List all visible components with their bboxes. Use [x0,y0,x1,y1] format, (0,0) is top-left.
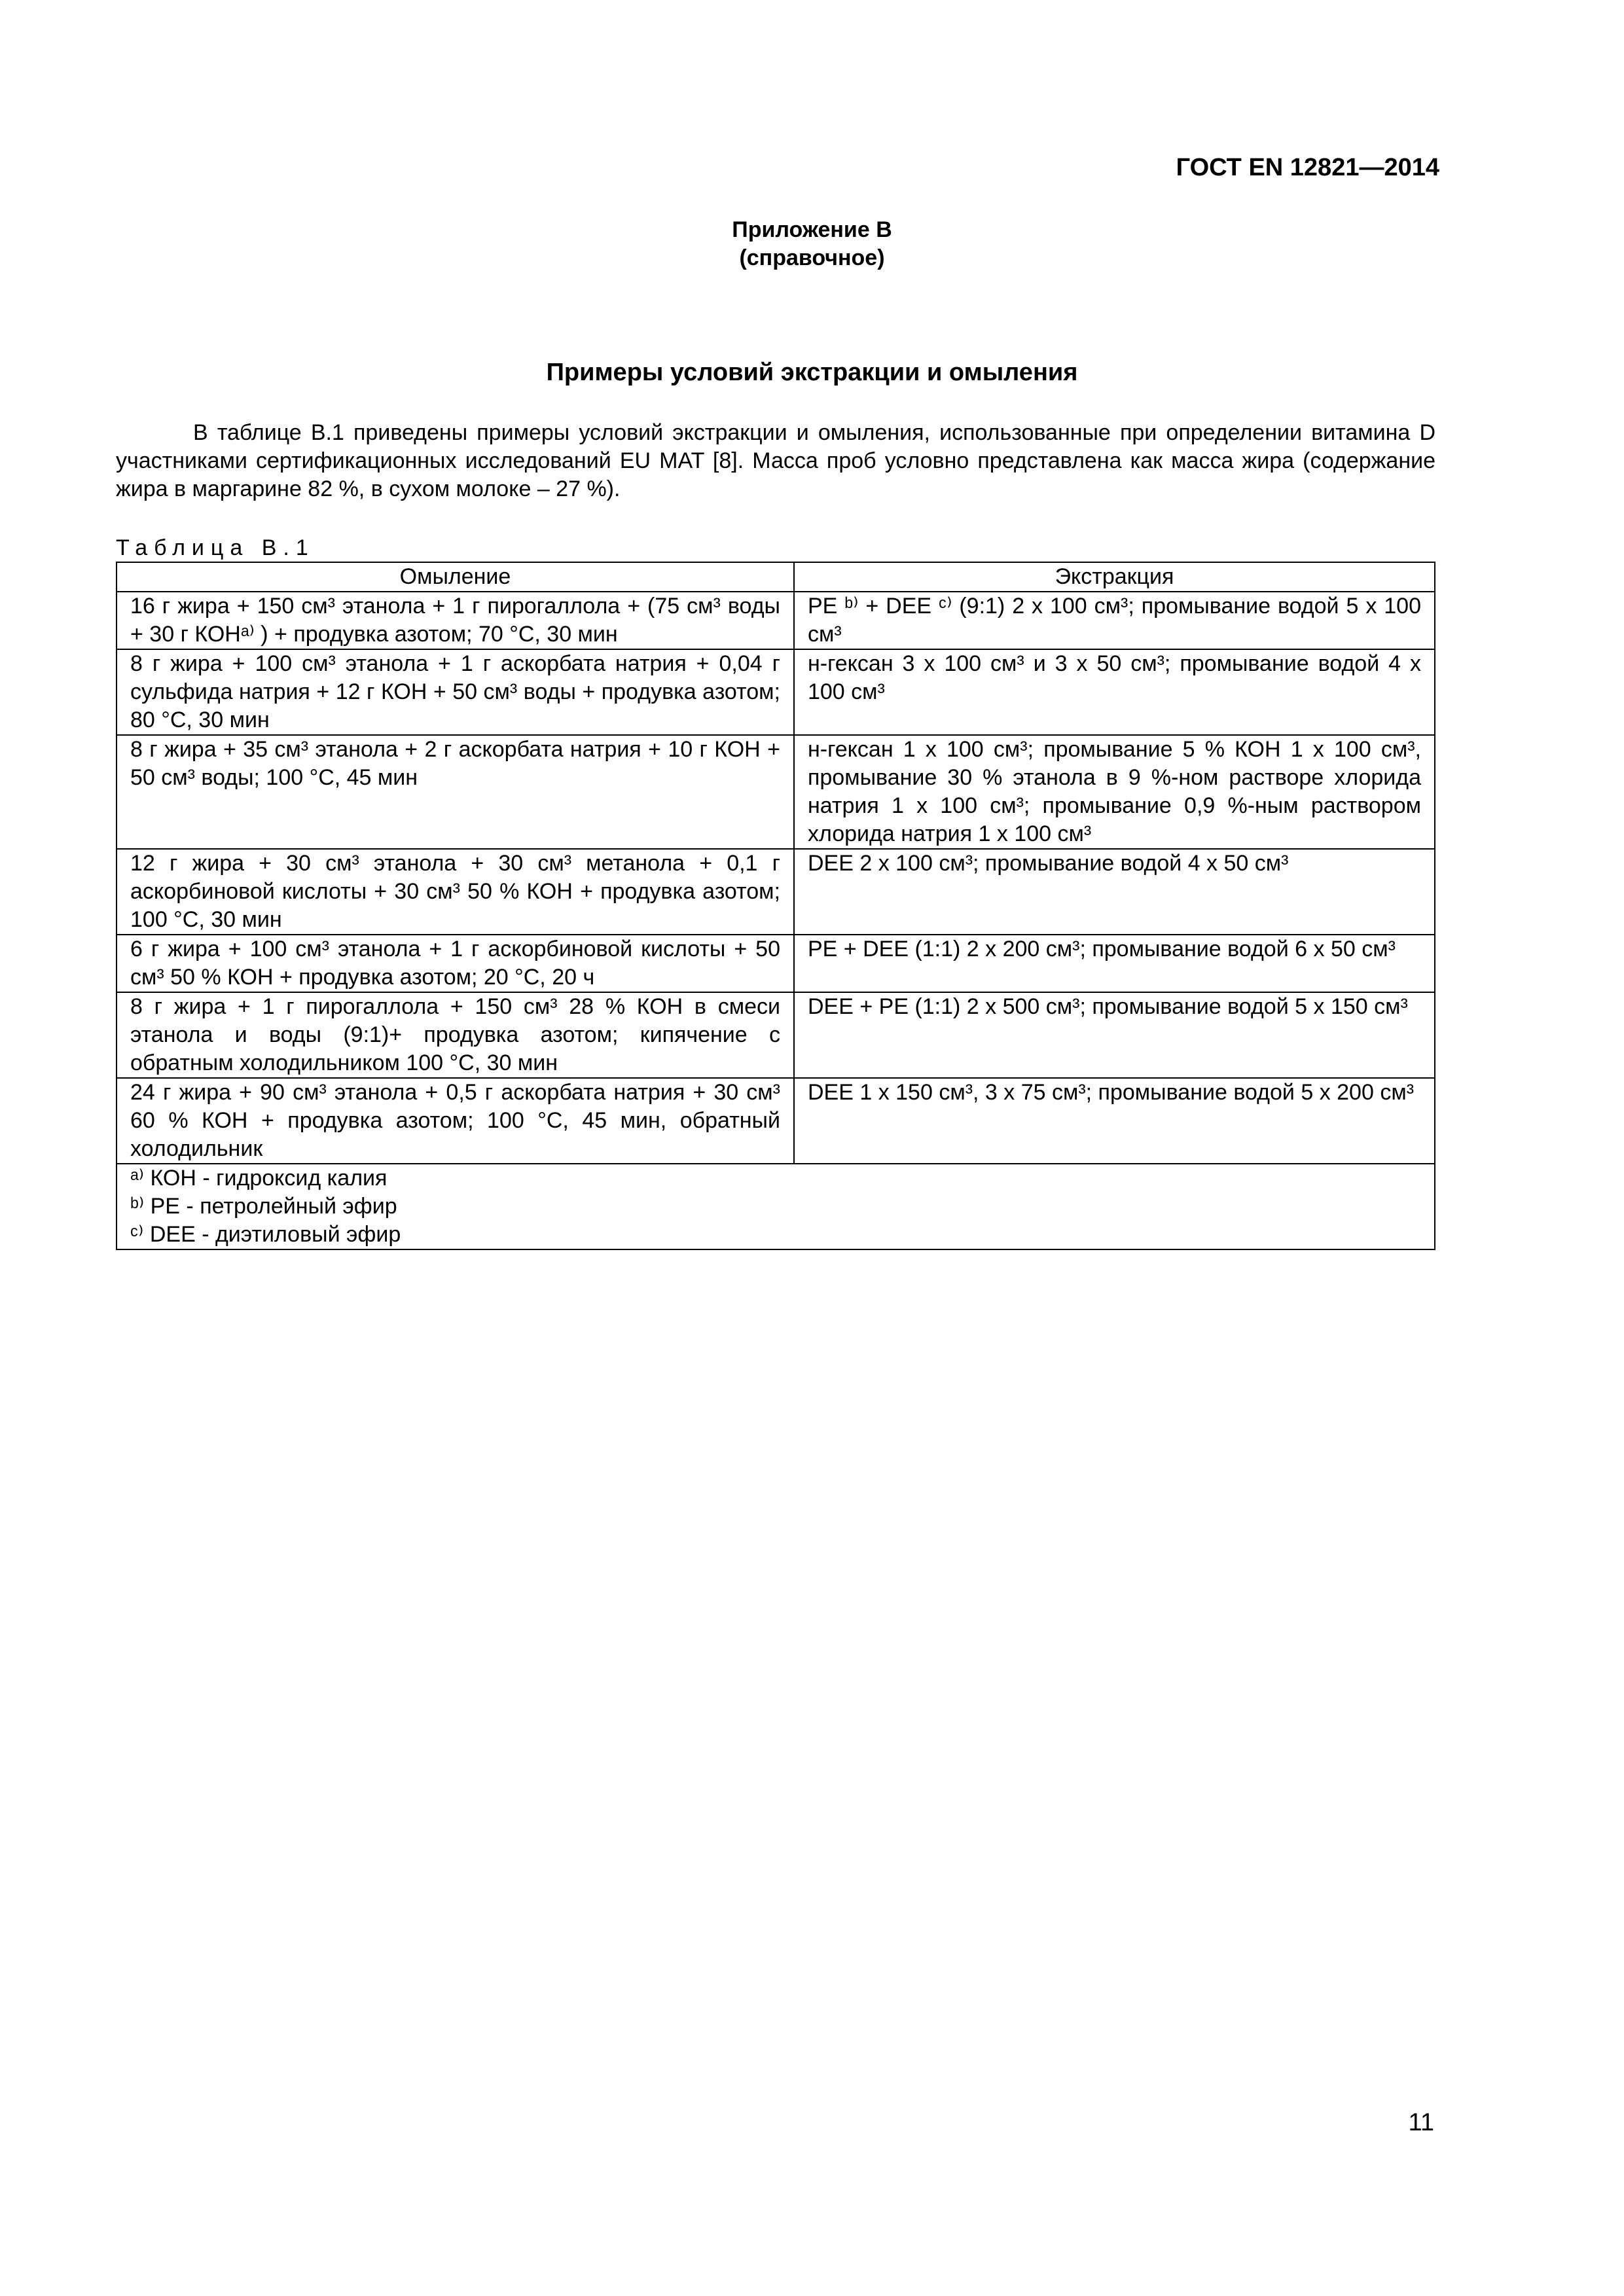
table-note: ᵃ⁾ КОН - гидроксид калия [130,1166,388,1191]
extraction-cell: DEE 1 х 150 см³, 3 х 75 см³; промывание водой 5 х 200 см³ [794,1078,1435,1164]
extraction-cell: PE + DEE (1:1) 2 х 200 см³; промывание водой 6 х 50 см³ [794,935,1435,992]
extraction-cell: DEE 2 х 100 см³; промывание водой 4 х 50 см³ [794,849,1435,935]
table-row [117,1078,1435,1164]
saponification-cell: 8 г жира + 35 см³ этанола + 2 г аскорбата натрия + 10 г КОН + 50 см³ воды; 100 °С, 45 мин [117,735,794,849]
appendix-title: Приложение В [732,217,892,242]
extraction-cell: PE ᵇ⁾ + DEE ᶜ⁾ (9:1) 2 х 100 см³; промывание водой 5 х 100 см³ [794,592,1435,649]
table-row [117,735,1435,849]
header-saponification: Омыление [117,562,794,592]
saponification-cell: 8 г жира + 1 г пирогаллола + 150 см³ 28 % КОН в смеси этанола и воды (9:1)+ продувка азотом; кипячение с обратным холодильником 100 °С, 30 мин [117,992,794,1078]
saponification-cell: 24 г жира + 90 см³ этанола + 0,5 г аскорбата натрия + 30 см³ 60 % КОН + продувка азотом; 100 °С, 45 мин, обратный холодильник [117,1078,794,1164]
table-row [117,992,1435,1078]
table-row [117,592,1435,649]
header-extraction: Экстракция [794,562,1435,592]
table-notes-row [117,1164,1435,1249]
appendix-kind: (справочное) [739,245,885,270]
section-title: Примеры условий экстракции и омыления [546,359,1078,386]
standard-code: ГОСТ EN 12821—2014 [1176,154,1439,181]
saponification-cell: 8 г жира + 100 см³ этанола + 1 г аскорбата натрия + 0,04 г сульфида натрия + 12 г КОН + 50 см³ воды + продувка азотом; 80 °С, 30 мин [117,649,794,735]
table-row [117,935,1435,992]
saponification-cell: 16 г жира + 150 см³ этанола + 1 г пирогаллола + (75 см³ воды + 30 г КОНᵃ⁾ ) + продувка азотом; 70 °С, 30 мин [117,592,794,649]
table-header-row [117,562,1435,592]
extraction-cell: DEE + PE (1:1) 2 х 500 см³; промывание водой 5 х 150 см³ [794,992,1435,1078]
table-notes [117,1164,1435,1249]
intro-paragraph: В таблице В.1 приведены примеры условий экстракции и омыления, использованные при определении витамина D участниками сертификационных исследований EU MAT [8]. Масса проб условно представлена как масса жира (содержание жира в маргарине 82 %, в сухом молоке – 27 %). [116,420,1435,501]
table-row [117,649,1435,735]
conditions-table [116,562,1435,1250]
extraction-cell: н-гексан 3 х 100 см³ и 3 х 50 см³; промывание водой 4 х 100 см³ [794,649,1435,735]
extraction-cell: н-гексан 1 х 100 см³; промывание 5 % КОН 1 х 100 см³, промывание 30 % этанола в 9 %-ном растворе хлорида натрия 1 х 100 см³; промывание 0,9 %-ным раствором хлорида натрия 1 х 100 см³ [794,735,1435,849]
table-note: ᵇ⁾ PE - петролейный эфир [130,1194,397,1219]
page-number: 11 [1408,2109,1434,2136]
appendix-heading [0,216,1624,272]
table-caption: Таблица В.1 [116,535,315,560]
table-note: ᶜ⁾ DEE - диэтиловый эфир [130,1222,401,1247]
saponification-cell: 6 г жира + 100 см³ этанола + 1 г аскорбиновой кислоты + 50 см³ 50 % КОН + продувка азотом; 20 °С, 20 ч [117,935,794,992]
table-row [117,849,1435,935]
saponification-cell: 12 г жира + 30 см³ этанола + 30 см³ метанола + 0,1 г аскорбиновой кислоты + 30 см³ 50 % КОН + продувка азотом; 100 °С, 30 мин [117,849,794,935]
